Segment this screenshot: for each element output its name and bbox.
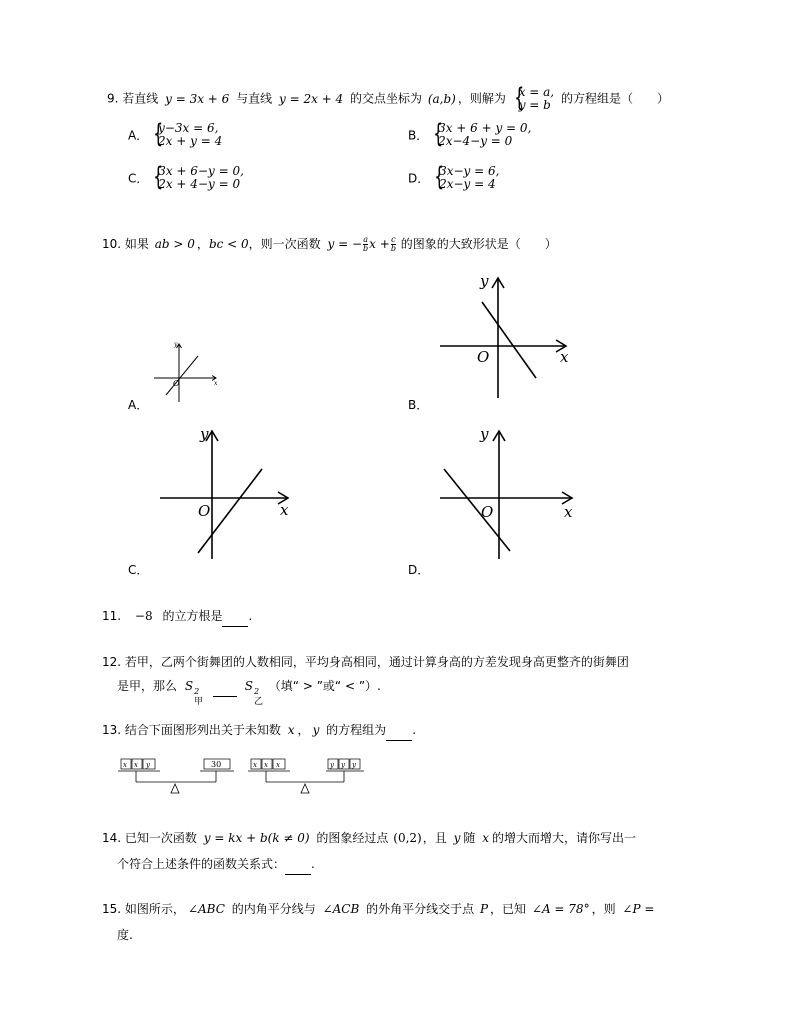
q10-option-b[interactable]: B． y x O (408, 270, 588, 415)
q11-answer-blank[interactable] (222, 606, 248, 627)
svg-text:y: y (174, 341, 178, 348)
q14-number: 14. (102, 831, 122, 845)
q9-number: 9. (107, 91, 119, 106)
svg-text:x: x (123, 761, 127, 769)
q14-line1: 14. 已知一次函数 y = kx + b(k ≠ 0) 的图象经过点 (0,2)，且 y 随 x 的增大而增大，请你写出一 (102, 831, 636, 845)
svg-text:y: y (352, 761, 356, 769)
svg-text:x: x (214, 380, 218, 387)
q9-option-b[interactable]: B． { 3x + 6 + y = 0, 2x−4−y = 0 (408, 122, 531, 148)
svg-text:y: y (330, 761, 334, 769)
svg-text:x: x (280, 501, 289, 519)
q14-answer-blank[interactable] (285, 854, 311, 875)
q12-number: 12. (102, 655, 122, 669)
svg-text:x: x (264, 761, 268, 769)
q13-number: 13. (102, 723, 122, 737)
q9-option-c[interactable]: C． { 3x + 6−y = 0, 2x + 4−y = 0 (128, 165, 244, 191)
q13-balance-scale-2 (248, 756, 368, 796)
q13-balance-scale-1 (118, 756, 238, 796)
svg-text:y: y (146, 761, 150, 769)
q10-option-d[interactable]: D． y x O (408, 425, 588, 580)
svg-text:x: x (134, 761, 138, 769)
q15-line1: 15. 如图所示， ∠ABC 的内角平分线与 ∠ACB 的外角平分线交于点 P ，已知 ∠A = 78° ，则 ∠P = (102, 902, 655, 916)
q10-graph-b (436, 270, 586, 400)
svg-text:y: y (341, 761, 345, 769)
q14-line2: 个符合上述条件的函数关系式： . (117, 854, 315, 875)
svg-text:y: y (200, 425, 209, 443)
svg-text:x: x (253, 761, 257, 769)
svg-text:y: y (480, 272, 489, 290)
q10-graph-d (436, 425, 586, 560)
svg-text:O: O (481, 503, 494, 521)
q9-solution-system: { x = a, y = b (513, 86, 554, 112)
svg-text:x: x (560, 348, 569, 366)
q9-stem: 9. 若直线 y = 3x + 6 与直线 y = 2x + 4 的交点坐标为 (a,b) ，则解为 { x = a, y = b 的方程组是（ ） (107, 86, 669, 106)
q13-stem: 13. 结合下面图形列出关于未知数 x ， y 的方程组为 . (102, 720, 416, 741)
svg-text:O: O (198, 502, 211, 520)
q10-option-a[interactable]: A． y x O (128, 340, 228, 415)
q10-graph-c (156, 425, 306, 560)
svg-text:x: x (276, 761, 280, 769)
q10-stem: 10. 如果 ab > 0 ，bc < 0，则一次函数 y = − $\frac{a}{b}$ x + $\frac{c}{b}$ 的图象的大致形状是（ ） (102, 235, 557, 253)
q12-line2: 是甲，那么 S 2 甲 S 2 乙 （填“ > ”或“ < ”）. (117, 676, 381, 697)
q10-number: 10. (102, 237, 122, 251)
q11-stem: 11. −8 的立方根是 . (102, 606, 252, 627)
q9-option-a[interactable]: A． { y−3x = 6, 2x + y = 4 (128, 122, 222, 148)
svg-text:O: O (173, 379, 180, 388)
svg-text:x: x (564, 503, 573, 521)
q10-option-c[interactable]: C． y x O (128, 425, 308, 580)
q15-number: 15. (102, 902, 122, 916)
svg-text:y: y (480, 425, 489, 443)
q15-line2: 度. (117, 928, 133, 942)
q11-number: 11. (102, 609, 122, 623)
q13-answer-blank[interactable] (386, 720, 412, 741)
svg-text:30: 30 (211, 760, 222, 769)
q12-line1: 12. 若甲，乙两个街舞团的人数相同，平均身高相同，通过计算身高的方差发现身高更整齐的街舞团 (102, 655, 629, 669)
svg-text:O: O (477, 348, 490, 366)
q12-answer-blank[interactable] (213, 676, 237, 697)
q10-graph-a (150, 340, 225, 406)
q9-option-d[interactable]: D． { 3x−y = 6, 2x−y = 4 (408, 165, 499, 191)
